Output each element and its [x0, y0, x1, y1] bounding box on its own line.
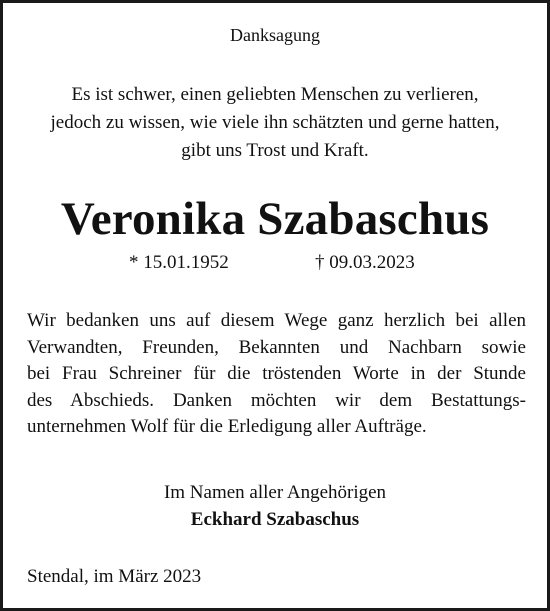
birth-date: * 15.01.1952 [129, 252, 229, 273]
intro-line: jedoch zu wissen, wie viele ihn schätzten und gerne hatten, [50, 112, 500, 133]
place-and-date: Stendal, im März 2023 [27, 566, 202, 587]
intro-line: Es ist schwer, einen geliebten Menschen zu verlieren, [71, 84, 479, 105]
notice-heading: Danksagung [230, 25, 320, 45]
intro-quote [3, 81, 547, 165]
paragraph-line: unternehmen Wolf für die Erledigung aller Aufträge. [27, 416, 427, 437]
paragraph-line: Wir bedanken uns auf diesem Wege ganz herzlich bei allen [27, 310, 526, 331]
signoff-block [3, 479, 547, 533]
signoff-line: Im Namen aller Angehörigen [163, 482, 387, 503]
life-dates [3, 250, 547, 276]
thanks-paragraph [27, 308, 526, 441]
death-date: † 09.03.2023 [315, 252, 415, 273]
paragraph-line: des Abschieds. Danken möchten wir dem Bestattungs- [27, 389, 526, 411]
paragraph-line: bei Frau Schreiner für die tröstenden Worte in der Stunde [27, 363, 526, 384]
signer-name: Eckhard Szabaschus [190, 509, 360, 530]
deceased-name: Veronika Szabaschus [60, 193, 490, 245]
intro-line: gibt uns Trost und Kraft. [181, 140, 369, 161]
paragraph-line: Verwandten, Freunden, Bekannten und Nachbarn sowie [27, 336, 526, 358]
